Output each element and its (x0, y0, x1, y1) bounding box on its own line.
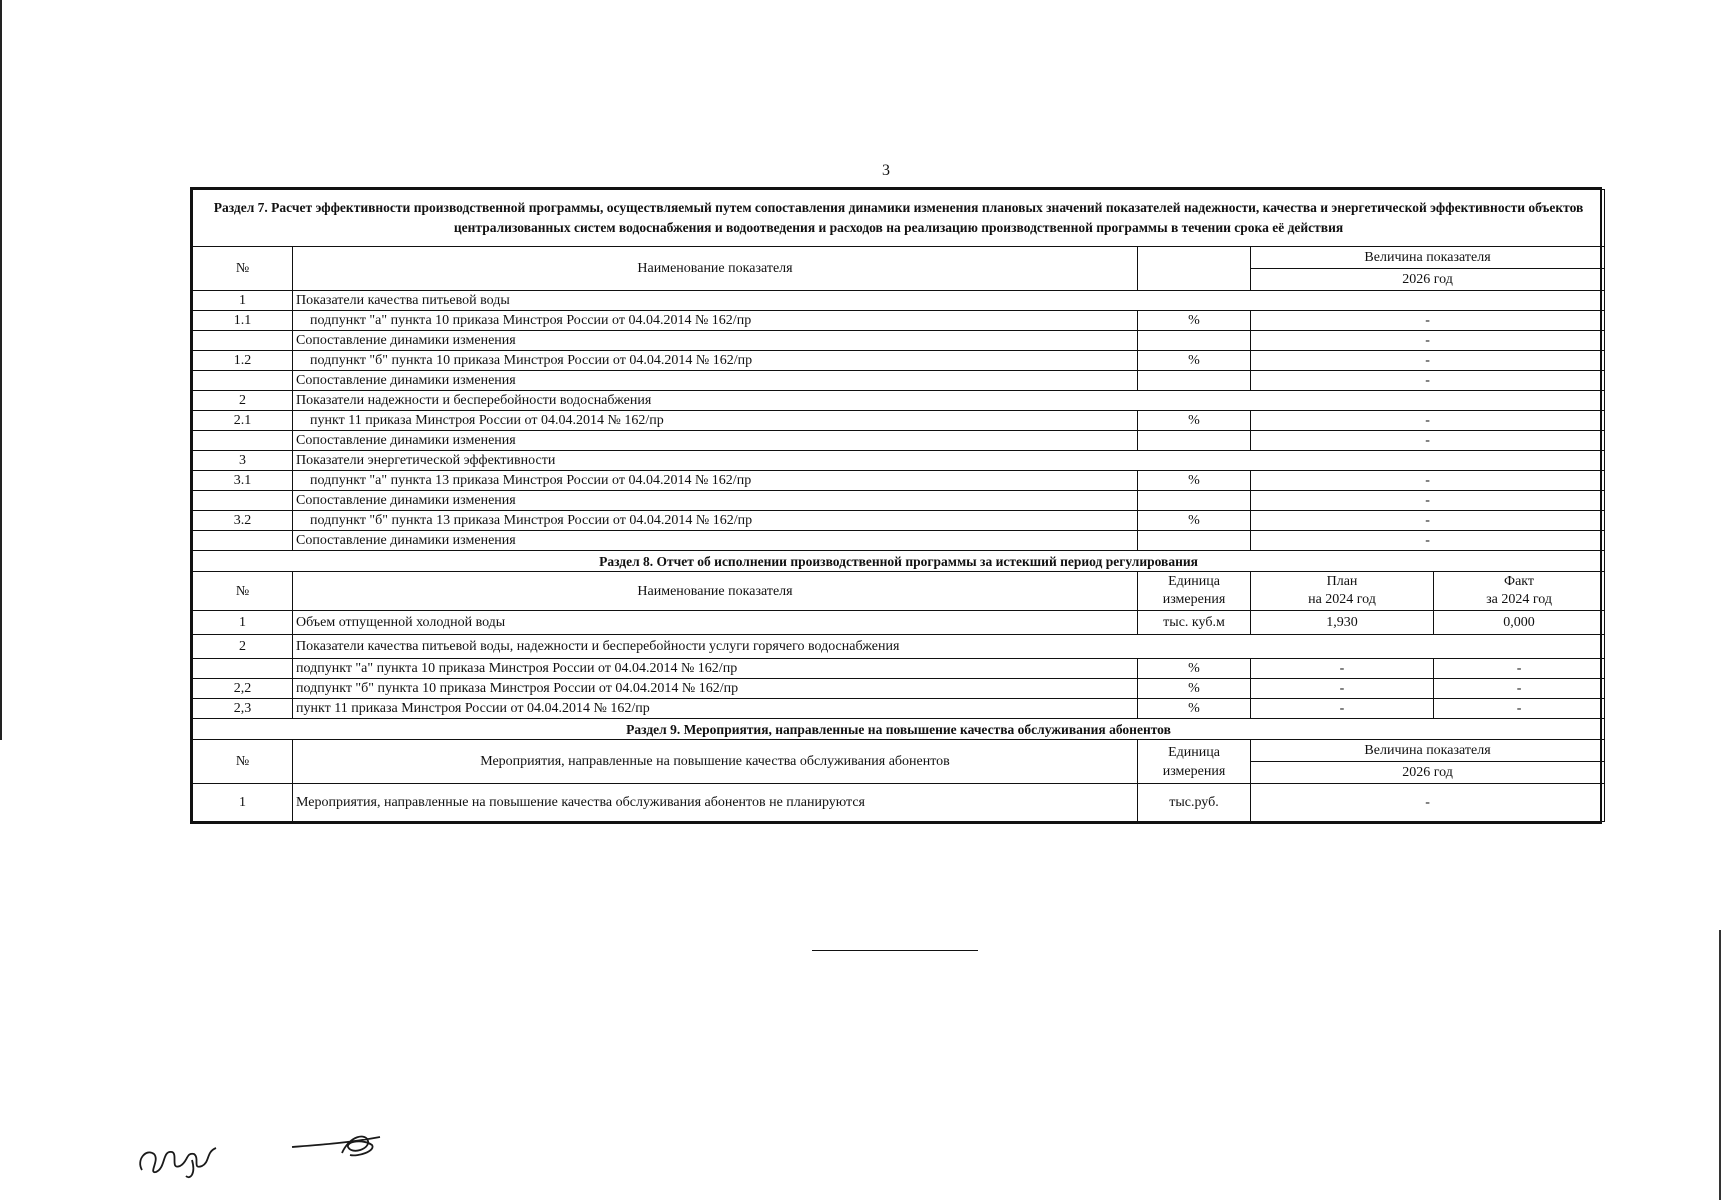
section7-row-name: Сопоставление динамики изменения (293, 431, 1138, 451)
section7-row (193, 411, 1605, 431)
section8-row-2-name: Показатели качества питьевой воды, надежности и бесперебойности услуги горячего водоснабжения (293, 635, 1605, 659)
section8-row-2 (193, 635, 1605, 659)
section7-row-unit: % (1138, 411, 1251, 431)
section8-row-fact: - (1434, 679, 1605, 699)
section7-row-name: Сопоставление динамики изменения (293, 371, 1138, 391)
section7-col-no: № (193, 247, 293, 291)
section7-row-no (193, 491, 293, 511)
section8-title-row (193, 551, 1605, 572)
section7-title-row (193, 190, 1605, 247)
section8-row-plan: - (1251, 699, 1434, 719)
section9-row-1-name: Мероприятия, направленные на повышение качества обслуживания абонентов не планируются (293, 784, 1138, 822)
section7-row-name: Сопоставление динамики изменения (293, 331, 1138, 351)
section9-col-year: 2026 год (1251, 762, 1605, 784)
section9-col-name: Мероприятия, направленные на повышение качества обслуживания абонентов (293, 740, 1138, 784)
section9-col-value: Величина показателя (1251, 740, 1605, 762)
section9-title: Раздел 9. Мероприятия, направленные на повышение качества обслуживания абонентов (193, 719, 1605, 740)
section9-row-1-unit: тыс.руб. (1138, 784, 1251, 822)
section8-col-fact (1434, 572, 1605, 611)
section7-row (193, 291, 1605, 311)
section7-row-name: Сопоставление динамики изменения (293, 491, 1138, 511)
section7-row-value: - (1251, 491, 1605, 511)
section7-row (193, 491, 1605, 511)
section7-row-value: - (1251, 471, 1605, 491)
end-rule (812, 950, 978, 951)
section8-row-name: подпункт "б" пункта 10 приказа Минстроя России от 04.04.2014 № 162/пр (293, 679, 1138, 699)
section8-col-plan (1251, 572, 1434, 611)
section7-col-unit (1138, 247, 1251, 291)
section8-row-unit: % (1138, 699, 1251, 719)
section8-row-2-no: 2 (193, 635, 293, 659)
section7-row (193, 451, 1605, 471)
section7-row-unit (1138, 531, 1251, 551)
section8-col-unit-line1: Единица (1168, 574, 1220, 589)
section7-row-no: 3.2 (193, 511, 293, 531)
section7-row-no (193, 431, 293, 451)
section9-col-unit (1138, 740, 1251, 784)
section8-row-1-plan: 1,930 (1251, 611, 1434, 635)
section8-col-fact-line1: Факт (1504, 574, 1535, 589)
section7-row-name: подпункт "а" пункта 10 приказа Минстроя России от 04.04.2014 № 162/пр (293, 311, 1138, 331)
section7-row (193, 351, 1605, 371)
section8-col-no: № (193, 572, 293, 611)
section8-row-1-fact: 0,000 (1434, 611, 1605, 635)
section8-row-1-name: Объем отпущенной холодной воды (293, 611, 1138, 635)
section8-indicator-row (193, 679, 1605, 699)
section8-row-1-unit: тыс. куб.м (1138, 611, 1251, 635)
section7-row-unit (1138, 431, 1251, 451)
section7-row-name: Сопоставление динамики изменения (293, 531, 1138, 551)
report-table (192, 189, 1605, 822)
section7-row-no: 2 (193, 391, 293, 411)
section7-row-value: - (1251, 351, 1605, 371)
signature-2 (288, 1125, 388, 1165)
section7-row (193, 391, 1605, 411)
section9-row-1-value: - (1251, 784, 1605, 822)
section8-row-no: 2,2 (193, 679, 293, 699)
section9-header-row-1 (193, 740, 1605, 762)
section8-col-unit-line2: измерения (1162, 592, 1226, 607)
section7-col-year: 2026 год (1251, 269, 1605, 291)
section8-col-plan-line2: на 2024 год (1308, 592, 1376, 607)
section7-row-unit (1138, 371, 1251, 391)
section8-row-no (193, 659, 293, 679)
section7-row-no: 1.1 (193, 311, 293, 331)
section7-row-value: - (1251, 371, 1605, 391)
section9-col-unit-line1: Единица (1168, 744, 1220, 760)
section7-header-row-1 (193, 247, 1605, 269)
section8-title: Раздел 8. Отчет об исполнении производственной программы за истекший период регулирования (193, 551, 1605, 572)
section9-col-unit-line2: измерения (1162, 763, 1226, 779)
section7-col-value: Величина показателя (1251, 247, 1605, 269)
section7-row-no: 1 (193, 291, 293, 311)
report-table-frame (190, 187, 1602, 824)
section7-row-value: - (1251, 411, 1605, 431)
section7-row (193, 431, 1605, 451)
section7-row-no: 3 (193, 451, 293, 471)
section7-row-name: Показатели качества питьевой воды (293, 291, 1605, 311)
section8-row-name: пункт 11 приказа Минстроя России от 04.04.2014 № 162/пр (293, 699, 1138, 719)
section7-row-unit (1138, 331, 1251, 351)
section8-col-unit (1138, 572, 1251, 611)
section7-row-value: - (1251, 331, 1605, 351)
section7-row-no (193, 331, 293, 351)
section7-row-unit: % (1138, 351, 1251, 371)
section9-row-1-no: 1 (193, 784, 293, 822)
section7-row-no: 1.2 (193, 351, 293, 371)
section7-row-name: Показатели энергетической эффективности (293, 451, 1605, 471)
section7-row-value: - (1251, 431, 1605, 451)
section7-row-name: Показатели надежности и бесперебойности водоснабжения (293, 391, 1605, 411)
section7-row-name: пункт 11 приказа Минстроя России от 04.04.2014 № 162/пр (293, 411, 1138, 431)
section7-row-value: - (1251, 531, 1605, 551)
section7-row (193, 331, 1605, 351)
section8-row-plan: - (1251, 679, 1434, 699)
section7-row-no: 3.1 (193, 471, 293, 491)
section7-row-unit: % (1138, 471, 1251, 491)
section8-row-unit: % (1138, 679, 1251, 699)
section8-col-fact-line2: за 2024 год (1486, 592, 1552, 607)
section9-title-row (193, 719, 1605, 740)
section7-row (193, 371, 1605, 391)
section7-row-no (193, 371, 293, 391)
section7-row-name: подпункт "б" пункта 13 приказа Минстроя России от 04.04.2014 № 162/пр (293, 511, 1138, 531)
section7-row-value: - (1251, 311, 1605, 331)
section7-row (193, 531, 1605, 551)
section8-row-fact: - (1434, 699, 1605, 719)
section8-indicator-row (193, 699, 1605, 719)
section7-row (193, 471, 1605, 491)
section8-row-name: подпункт "а" пункта 10 приказа Минстроя России от 04.04.2014 № 162/пр (293, 659, 1138, 679)
signature-1 (132, 1130, 227, 1182)
section8-indicator-row (193, 659, 1605, 679)
section7-row (193, 311, 1605, 331)
section7-row-value: - (1251, 511, 1605, 531)
section7-row (193, 511, 1605, 531)
scan-edge-left (0, 0, 2, 740)
section7-row-no: 2.1 (193, 411, 293, 431)
section8-header-row (193, 572, 1605, 611)
section9-row-1 (193, 784, 1605, 822)
section8-col-name: Наименование показателя (293, 572, 1138, 611)
section9-col-no: № (193, 740, 293, 784)
section7-row-name: подпункт "а" пункта 13 приказа Минстроя России от 04.04.2014 № 162/пр (293, 471, 1138, 491)
section8-row-1-no: 1 (193, 611, 293, 635)
section7-row-name: подпункт "б" пункта 10 приказа Минстроя России от 04.04.2014 № 162/пр (293, 351, 1138, 371)
section7-row-unit (1138, 491, 1251, 511)
section8-row-1 (193, 611, 1605, 635)
page-number: 3 (882, 162, 890, 179)
section7-row-no (193, 531, 293, 551)
section7-title: Раздел 7. Расчет эффективности производственной программы, осуществляемый путем сопоставления динамики изменения плановых значений показателей надежности, качества и энергетической эффективности объектов централизованных систем водоснабжения и водоотведения и расходов на реализацию производственной программы в течении срока её действия (193, 190, 1605, 247)
section7-row-unit: % (1138, 311, 1251, 331)
section8-col-plan-line1: План (1326, 574, 1358, 589)
section7-row-unit: % (1138, 511, 1251, 531)
section8-row-no: 2,3 (193, 699, 293, 719)
section8-row-fact: - (1434, 659, 1605, 679)
section8-row-unit: % (1138, 659, 1251, 679)
section7-col-name: Наименование показателя (293, 247, 1138, 291)
section8-row-plan: - (1251, 659, 1434, 679)
